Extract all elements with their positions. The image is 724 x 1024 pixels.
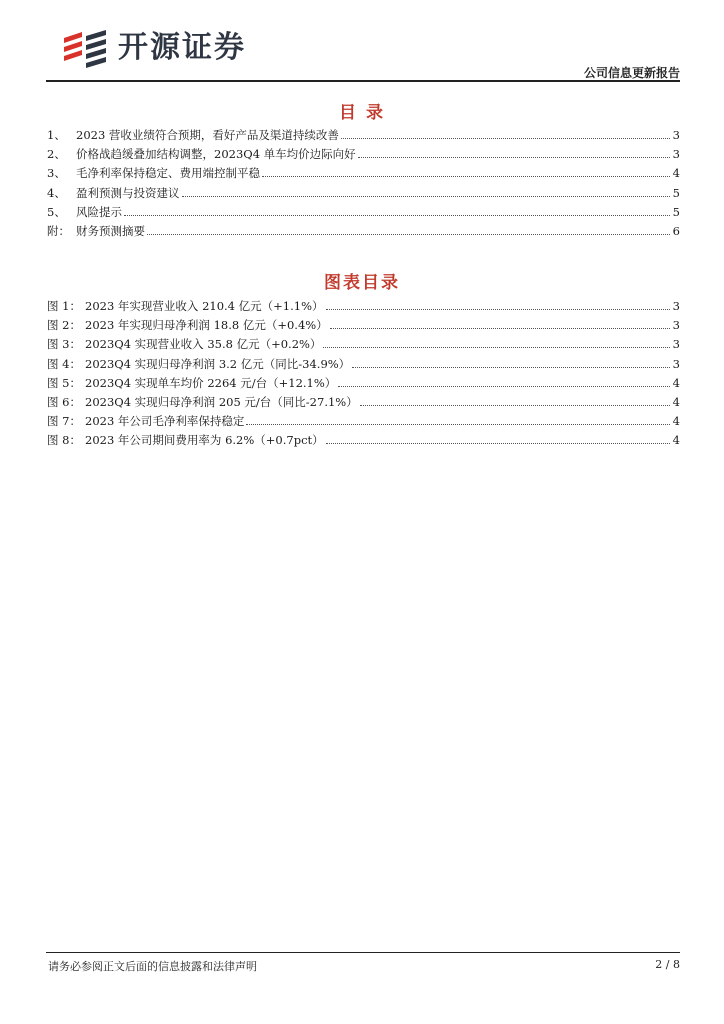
toc-entry-text: 价格战趋缓叠加结构调整，2023Q4 单车均价边际向好 [76,147,356,162]
figure-entry-page: 4 [672,414,680,429]
toc-entry[interactable] [47,145,680,164]
figure-entry-text: 2023Q4 实现归母净利润 205 元/台（同比-27.1%） [85,394,358,409]
figure-entry[interactable] [47,316,680,335]
report-type-label: 公司信息更新报告 [583,66,680,80]
company-logo [60,26,320,72]
toc-entry-number: 3、 [47,166,66,181]
figure-entry-number: 图 8： [47,433,81,448]
figure-entry[interactable] [47,335,680,354]
figure-leader-dots [323,347,670,348]
figure-entry-number: 图 1： [47,299,81,313]
figure-entry-page: 4 [672,375,680,390]
toc-entry-page: 5 [672,185,680,200]
toc-entry-page: 3 [672,128,680,142]
toc-entry-page: 3 [672,147,680,162]
page-number: 2 / 8 [655,958,680,971]
figure-entry-page: 3 [672,337,680,352]
figure-entry[interactable] [47,431,680,450]
toc-entry[interactable] [47,203,680,222]
figure-entry-number: 图 2： [47,318,81,333]
figure-entry-number: 图 3： [47,337,81,352]
toc-entry-page: 6 [672,223,680,238]
footer-divider [46,952,680,953]
toc-leader-dots [124,215,670,216]
figure-entry-text: 2023 年实现归母净利润 18.8 亿元（+0.4%） [85,318,328,333]
toc-leader-dots [182,196,671,197]
toc-leader-dots [262,176,670,177]
toc-entry-text: 毛净利率保持稳定、费用端控制平稳 [76,166,260,181]
figure-leader-dots [360,405,670,406]
toc-entry[interactable] [47,126,680,145]
figure-leader-dots [330,328,670,329]
toc-entry-text: 财务预测摘要 [76,223,145,238]
figure-entry-text: 2023 年公司毛净利率保持稳定 [85,414,245,429]
footer-disclaimer: 请务必参阅正文后面的信息披露和法律声明 [48,960,257,973]
toc-title: 目 录 [339,103,385,123]
figure-leader-dots [352,367,670,368]
figure-entry-page: 4 [672,394,680,409]
figure-leader-dots [338,386,670,387]
header-divider [46,80,680,82]
toc-leader-dots [341,138,670,139]
toc-entry[interactable] [47,222,680,241]
logo-text: 开源证券 [118,30,246,65]
figure-leader-dots [246,424,670,425]
page-header [46,20,680,82]
list-of-figures [47,297,680,451]
page-footer [46,952,680,973]
figure-entry-page: 4 [672,433,680,448]
figures-title: 图表目录 [324,273,400,293]
toc-entry-page: 4 [672,166,680,181]
figure-entry-text: 2023 年公司期间费用率为 6.2%（+0.7pct） [85,433,324,448]
figure-entry[interactable] [47,393,680,412]
toc-entry-number: 4、 [47,185,66,200]
figure-leader-dots [326,309,670,310]
figure-entry[interactable] [47,297,680,316]
figure-entry[interactable] [47,412,680,431]
figure-entry-page: 3 [672,318,680,333]
figure-entry-text: 2023Q4 实现营业收入 35.8 亿元（+0.2%） [85,337,322,352]
toc-entry-text: 风险提示 [76,204,122,219]
toc-entry-number: 5、 [47,204,66,219]
figure-leader-dots [326,443,670,444]
figure-entry-number: 图 4： [47,356,81,371]
figure-entry-page: 3 [672,299,680,313]
toc-entry[interactable] [47,184,680,203]
toc-leader-dots [358,157,670,158]
toc-entry-number: 2、 [47,147,66,162]
toc-entry-text: 盈利预测与投资建议 [76,185,180,200]
toc-entry-number: 1、 [47,128,66,142]
figure-entry-number: 图 7： [47,414,81,429]
figure-entry-text: 2023Q4 实现单车均价 2264 元/台（+12.1%） [85,375,337,390]
figure-entry[interactable] [47,374,680,393]
figure-entry-text: 2023Q4 实现归母净利润 3.2 亿元（同比-34.9%） [85,356,351,371]
figure-entry-number: 图 5： [47,375,81,390]
toc-leader-dots [147,234,670,235]
toc-entry-number: 附： [47,223,70,238]
figure-entry-text: 2023 年实现营业收入 210.4 亿元（+1.1%） [85,299,324,313]
figure-entry-page: 3 [672,356,680,371]
toc-entry[interactable] [47,164,680,183]
figure-entry-number: 图 6： [47,394,81,409]
toc-entry-page: 5 [672,204,680,219]
figure-entry[interactable] [47,355,680,374]
logo-mark-icon [60,28,112,68]
toc-entry-text: 2023 营收业绩符合预期，看好产品及渠道持续改善 [76,128,339,142]
table-of-contents [47,126,680,241]
